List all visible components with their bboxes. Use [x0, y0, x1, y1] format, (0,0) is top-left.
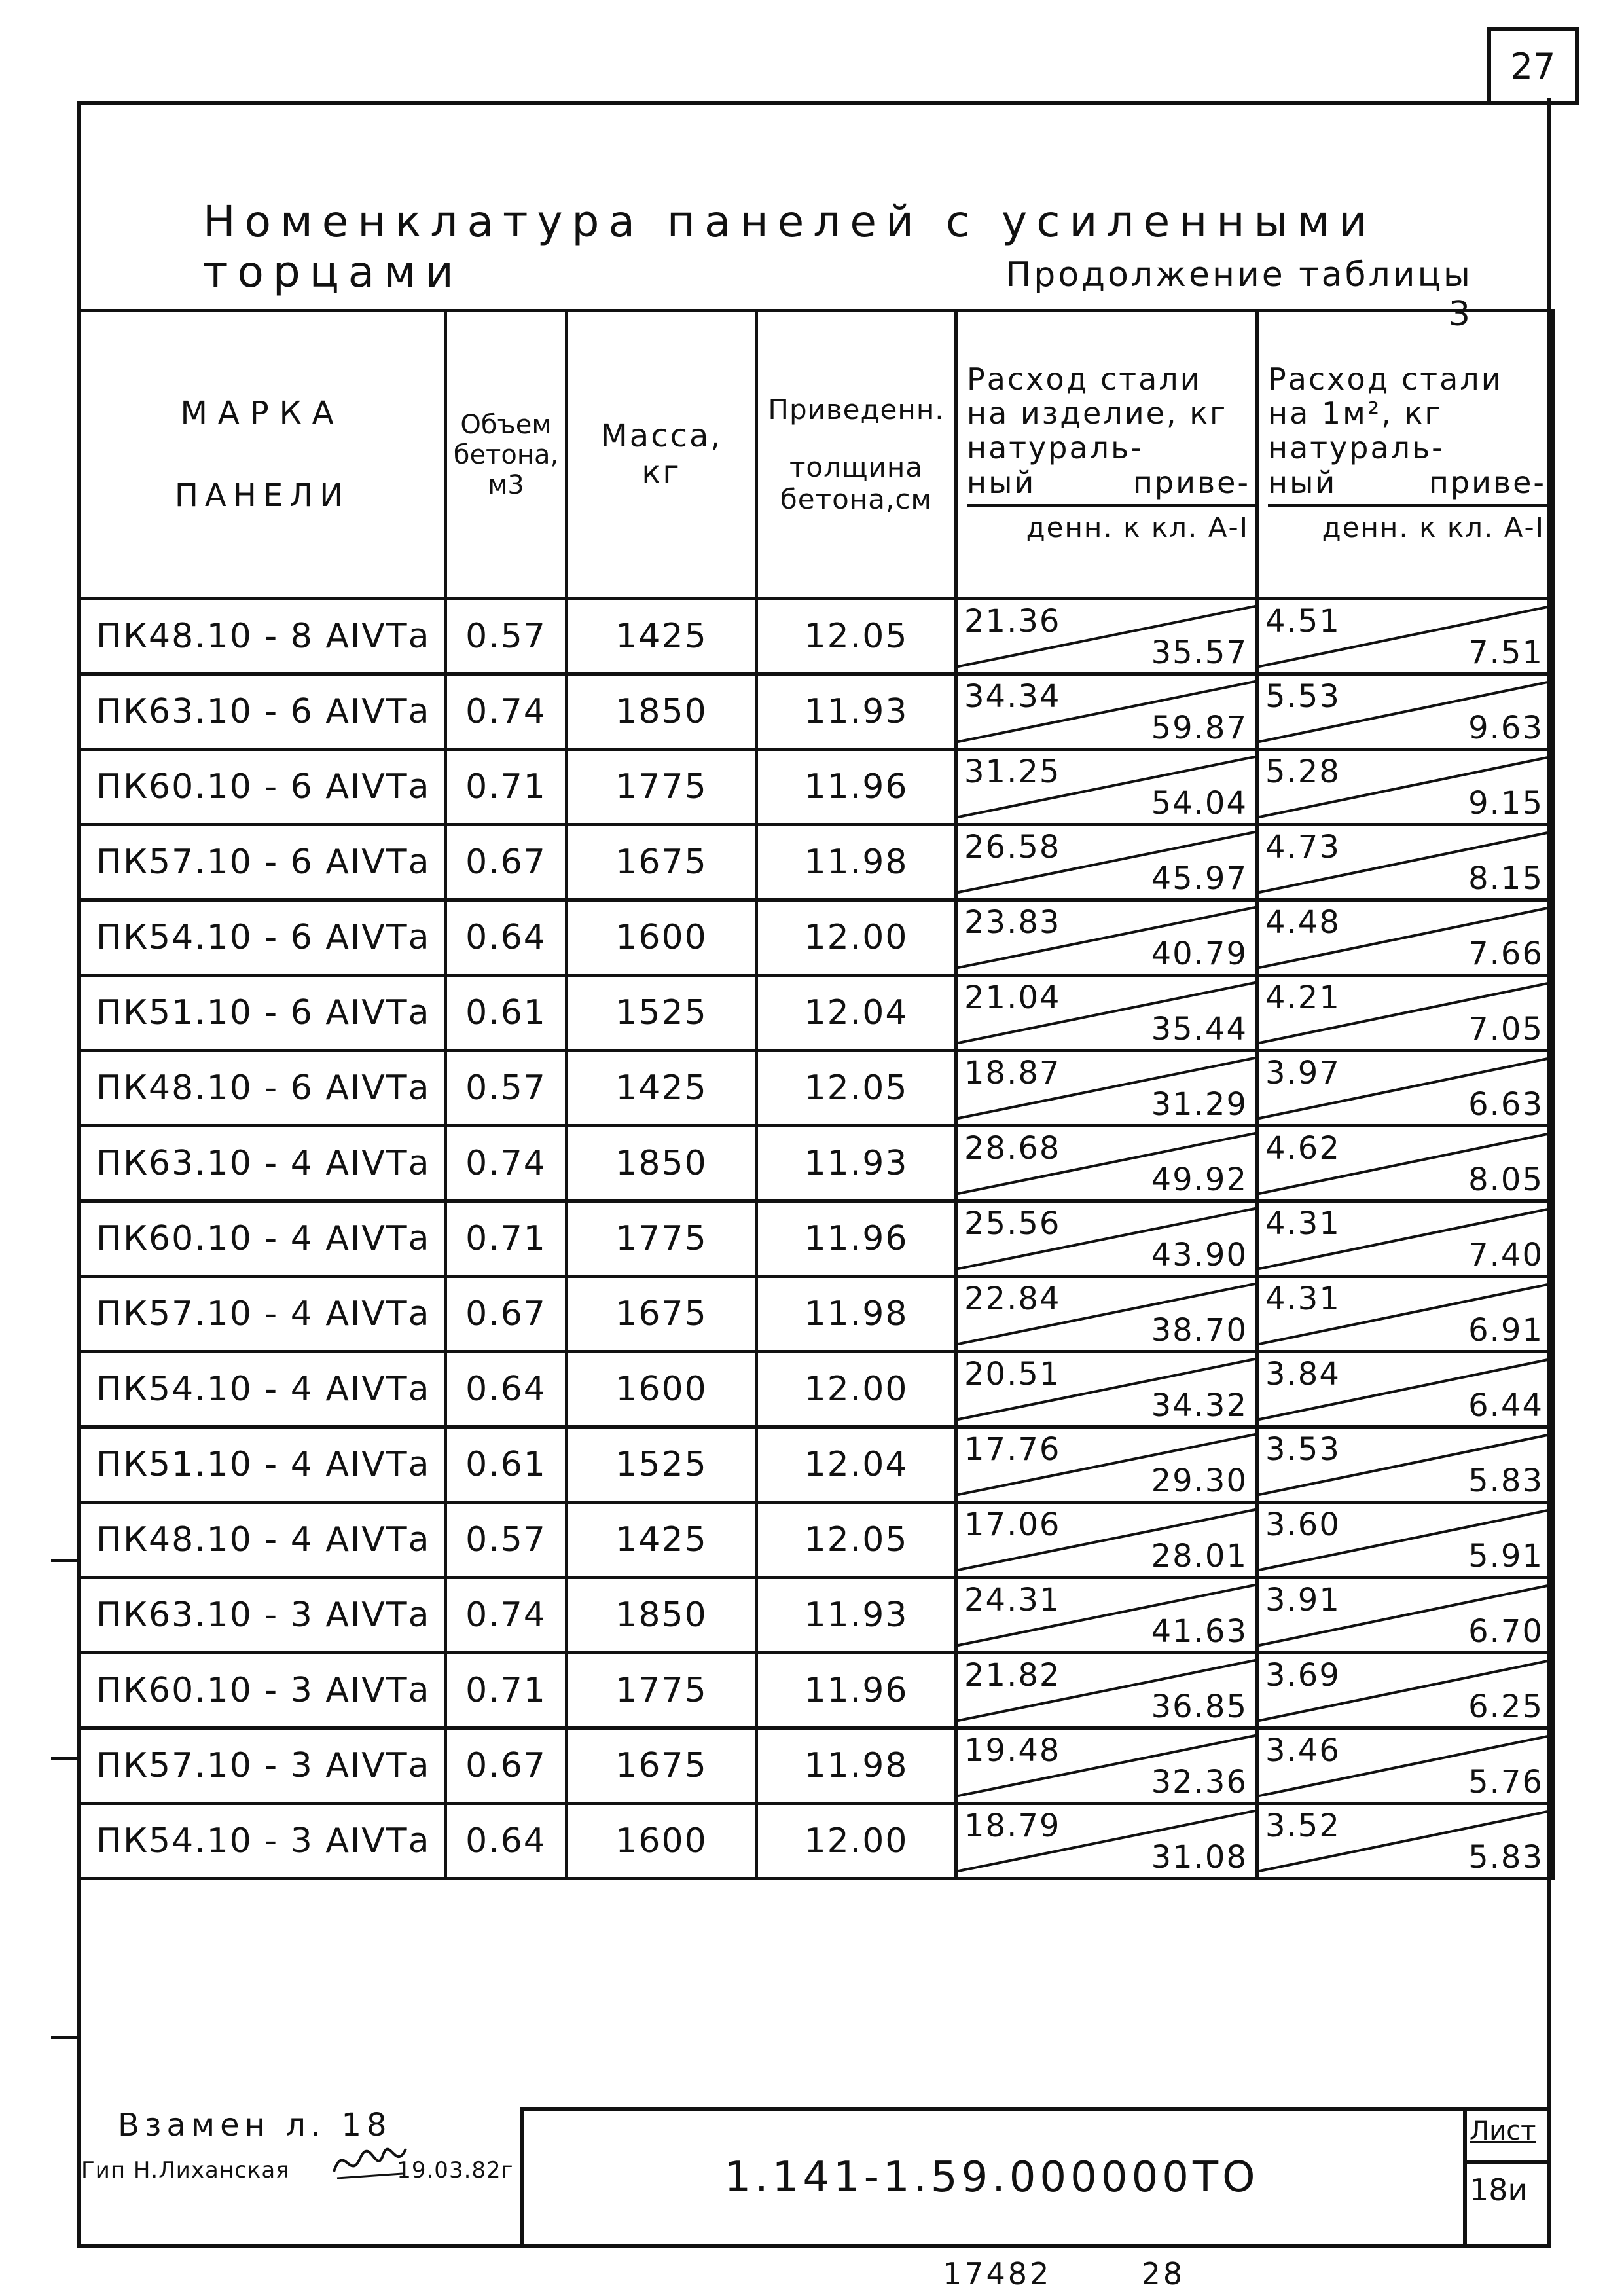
steel-per-item — [956, 825, 1257, 900]
panel-mass: 1775 — [567, 1653, 757, 1728]
panel-mark: ПК54.10 - 3 АIVТа — [79, 1804, 446, 1879]
steel-m2-reduced: 7.66 — [1468, 936, 1543, 972]
steel-item-reduced: 40.79 — [1151, 936, 1248, 972]
steel-m2-reduced: 5.83 — [1468, 1839, 1543, 1876]
panel-mass: 1675 — [567, 1728, 757, 1804]
steel-m2-natural: 4.73 — [1265, 829, 1341, 866]
steel-per-m2 — [1257, 1126, 1553, 1201]
steel-m2-natural: 3.69 — [1265, 1657, 1341, 1694]
table-row — [79, 1804, 1553, 1879]
steel-per-item — [956, 1352, 1257, 1427]
reduced-thickness: 11.98 — [757, 825, 956, 900]
steel-per-m2 — [1257, 1201, 1553, 1277]
signature-icon — [331, 2136, 409, 2188]
steel-m2-natural: 3.46 — [1265, 1732, 1341, 1769]
footer-page-number: 28 — [1141, 2256, 1185, 2291]
header-mass: Масса, кг — [567, 311, 757, 599]
panel-mass: 1775 — [567, 750, 757, 825]
steel-per-item — [956, 674, 1257, 750]
steel-m2-reduced: 6.63 — [1468, 1086, 1543, 1123]
panel-mark: ПК63.10 - 3 АIVТа — [79, 1578, 446, 1653]
steel-m2-reduced: 6.91 — [1468, 1312, 1543, 1349]
steel-per-item — [956, 1804, 1257, 1879]
table-body — [79, 599, 1553, 1879]
steel-item-reduced: 54.04 — [1151, 785, 1248, 822]
panel-mass: 1425 — [567, 1051, 757, 1126]
panel-mark: ПК48.10 - 6 АIVТа — [79, 1051, 446, 1126]
steel-per-item — [956, 1201, 1257, 1277]
reduced-thickness: 12.00 — [757, 900, 956, 975]
steel-per-item — [956, 1126, 1257, 1201]
concrete-volume: 0.67 — [446, 825, 567, 900]
steel-item-natural: 21.36 — [964, 603, 1061, 640]
table-row — [79, 750, 1553, 825]
steel-m2-natural: 3.53 — [1265, 1431, 1341, 1468]
panel-mass: 1600 — [567, 1352, 757, 1427]
panel-mark: ПК60.10 - 3 АIVТа — [79, 1653, 446, 1728]
reduced-thickness: 12.05 — [757, 1051, 956, 1126]
reduced-thickness: 11.93 — [757, 1578, 956, 1653]
panel-mark: ПК63.10 - 4 АIVТа — [79, 1126, 446, 1201]
table-row — [79, 1277, 1553, 1352]
steel-m2-natural: 4.21 — [1265, 979, 1341, 1016]
steel-per-m2 — [1257, 975, 1553, 1051]
reduced-thickness: 12.00 — [757, 1352, 956, 1427]
page-title: Номенклатура панелей с усиленными торцами — [203, 196, 1377, 297]
table-row — [79, 1653, 1553, 1728]
table-row — [79, 1578, 1553, 1653]
concrete-volume: 0.64 — [446, 1352, 567, 1427]
table-row — [79, 674, 1553, 750]
reduced-thickness: 12.00 — [757, 1804, 956, 1879]
concrete-volume: 0.67 — [446, 1277, 567, 1352]
panel-mass: 1850 — [567, 1126, 757, 1201]
steel-item-natural: 24.31 — [964, 1582, 1061, 1618]
document-code: 1.141-1.59.000000ТО — [724, 2153, 1259, 2202]
table-row — [79, 1051, 1553, 1126]
table-row — [79, 599, 1553, 674]
steel-m2-reduced: 7.40 — [1468, 1237, 1543, 1273]
steel-item-natural: 31.25 — [964, 754, 1061, 790]
steel-item-reduced: 34.32 — [1151, 1387, 1248, 1424]
table-row — [79, 1728, 1553, 1804]
panel-mass: 1525 — [567, 975, 757, 1051]
panel-mark: ПК57.10 - 4 АIVТа — [79, 1277, 446, 1352]
steel-item-natural: 19.48 — [964, 1732, 1061, 1769]
steel-m2-natural: 3.84 — [1265, 1356, 1341, 1393]
header-volume: Объем бетона, м3 — [446, 311, 567, 599]
concrete-volume: 0.74 — [446, 1126, 567, 1201]
panel-mark: ПК51.10 - 6 АIVТа — [79, 975, 446, 1051]
reduced-thickness: 11.93 — [757, 674, 956, 750]
panel-mark: ПК60.10 - 4 АIVТа — [79, 1201, 446, 1277]
concrete-volume: 0.71 — [446, 1201, 567, 1277]
steel-item-reduced: 49.92 — [1151, 1161, 1248, 1198]
sheet-box-divider — [1463, 2160, 1551, 2164]
concrete-volume: 0.67 — [446, 1728, 567, 1804]
steel-per-item — [956, 1578, 1257, 1653]
steel-item-natural: 17.06 — [964, 1506, 1061, 1543]
panel-mass: 1850 — [567, 1578, 757, 1653]
steel-per-item — [956, 975, 1257, 1051]
concrete-volume: 0.61 — [446, 975, 567, 1051]
steel-per-m2 — [1257, 1653, 1553, 1728]
panel-mark: ПК63.10 - 6 АIVТа — [79, 674, 446, 750]
steel-per-item — [956, 599, 1257, 674]
steel-item-natural: 20.51 — [964, 1356, 1061, 1393]
steel-per-m2 — [1257, 1352, 1553, 1427]
panel-mass: 1525 — [567, 1427, 757, 1503]
table-row — [79, 1427, 1553, 1503]
steel-m2-reduced: 8.05 — [1468, 1161, 1543, 1198]
author-date: 19.03.82г — [397, 2157, 514, 2183]
steel-item-reduced: 31.29 — [1151, 1086, 1248, 1123]
steel-item-natural: 21.82 — [964, 1657, 1061, 1694]
panel-mass: 1850 — [567, 674, 757, 750]
concrete-volume: 0.71 — [446, 1653, 567, 1728]
steel-item-natural: 25.56 — [964, 1205, 1061, 1242]
sheet-label: Лист — [1470, 2116, 1536, 2146]
steel-per-m2 — [1257, 1277, 1553, 1352]
steel-per-item — [956, 1277, 1257, 1352]
margin-tick — [51, 1559, 79, 1562]
steel-item-reduced: 28.01 — [1151, 1538, 1248, 1575]
steel-m2-natural: 3.97 — [1265, 1055, 1341, 1091]
panel-mark: ПК51.10 - 4 АIVТа — [79, 1427, 446, 1503]
panel-mark: ПК54.10 - 4 АIVТа — [79, 1352, 446, 1427]
steel-m2-natural: 4.51 — [1265, 603, 1341, 640]
steel-item-natural: 22.84 — [964, 1281, 1061, 1317]
panel-mass: 1425 — [567, 1503, 757, 1578]
steel-per-m2 — [1257, 1051, 1553, 1126]
reduced-thickness: 11.98 — [757, 1277, 956, 1352]
panel-mass: 1425 — [567, 599, 757, 674]
reduced-thickness: 12.04 — [757, 1427, 956, 1503]
table-row — [79, 1126, 1553, 1201]
steel-per-m2 — [1257, 1804, 1553, 1879]
header-thickness: Приведенн. толщина бетона,см — [757, 311, 956, 599]
steel-per-item — [956, 1427, 1257, 1503]
reduced-thickness: 12.05 — [757, 599, 956, 674]
reduced-thickness: 11.96 — [757, 750, 956, 825]
steel-item-natural: 21.04 — [964, 979, 1061, 1016]
steel-m2-reduced: 5.91 — [1468, 1538, 1543, 1575]
panel-mass: 1675 — [567, 825, 757, 900]
steel-item-reduced: 38.70 — [1151, 1312, 1248, 1349]
concrete-volume: 0.74 — [446, 1578, 567, 1653]
steel-m2-natural: 5.53 — [1265, 678, 1341, 715]
reduced-thickness: 11.98 — [757, 1728, 956, 1804]
concrete-volume: 0.57 — [446, 1503, 567, 1578]
table-row — [79, 825, 1553, 900]
steel-m2-natural: 5.28 — [1265, 754, 1341, 790]
reduced-thickness: 11.96 — [757, 1201, 956, 1277]
steel-item-reduced: 59.87 — [1151, 710, 1248, 746]
header-steel-item: Расход стали на изделие, кг натураль- ный приве- денн. к кл. А-I — [956, 311, 1257, 599]
panel-mass: 1600 — [567, 1804, 757, 1879]
steel-per-m2 — [1257, 900, 1553, 975]
steel-m2-natural: 3.60 — [1265, 1506, 1341, 1543]
header-mark: МАРКА ПАНЕЛИ — [79, 311, 446, 599]
table-row — [79, 1503, 1553, 1578]
steel-m2-natural: 4.31 — [1265, 1281, 1341, 1317]
steel-m2-natural: 4.31 — [1265, 1205, 1341, 1242]
steel-per-m2 — [1257, 1578, 1553, 1653]
steel-item-reduced: 31.08 — [1151, 1839, 1248, 1876]
steel-m2-reduced: 7.05 — [1468, 1011, 1543, 1048]
margin-tick — [51, 2036, 79, 2039]
steel-per-m2 — [1257, 674, 1553, 750]
concrete-volume: 0.64 — [446, 900, 567, 975]
steel-per-item — [956, 900, 1257, 975]
steel-item-reduced: 36.85 — [1151, 1688, 1248, 1725]
panel-mark: ПК48.10 - 8 АIVТа — [79, 599, 446, 674]
concrete-volume: 0.71 — [446, 750, 567, 825]
panel-mass: 1675 — [567, 1277, 757, 1352]
nomenclature-table — [77, 309, 1555, 1880]
steel-item-reduced: 45.97 — [1151, 860, 1248, 897]
frame-tick — [1547, 98, 1551, 137]
steel-item-natural: 18.87 — [964, 1055, 1061, 1091]
reduced-thickness: 11.93 — [757, 1126, 956, 1201]
steel-per-m2 — [1257, 825, 1553, 900]
steel-item-natural: 17.76 — [964, 1431, 1061, 1468]
steel-per-m2 — [1257, 1728, 1553, 1804]
steel-per-item — [956, 750, 1257, 825]
steel-item-reduced: 32.36 — [1151, 1764, 1248, 1800]
steel-item-reduced: 41.63 — [1151, 1613, 1248, 1650]
panel-mass: 1600 — [567, 900, 757, 975]
steel-m2-natural: 3.91 — [1265, 1582, 1341, 1618]
steel-item-natural: 28.68 — [964, 1130, 1061, 1167]
steel-item-reduced: 43.90 — [1151, 1237, 1248, 1273]
steel-item-natural: 18.79 — [964, 1808, 1061, 1844]
steel-per-item — [956, 1728, 1257, 1804]
steel-item-reduced: 35.57 — [1151, 634, 1248, 671]
steel-item-natural: 34.34 — [964, 678, 1061, 715]
steel-per-m2 — [1257, 599, 1553, 674]
panel-mark: ПК60.10 - 6 АIVТа — [79, 750, 446, 825]
panel-mark: ПК48.10 - 4 АIVТа — [79, 1503, 446, 1578]
margin-tick — [51, 1757, 79, 1760]
table-row — [79, 975, 1553, 1051]
steel-m2-reduced: 8.15 — [1468, 860, 1543, 897]
inventory-number: 17482 — [943, 2256, 1052, 2291]
steel-per-m2 — [1257, 1503, 1553, 1578]
sheet-value: 18и — [1470, 2172, 1528, 2208]
concrete-volume: 0.57 — [446, 599, 567, 674]
panel-mark: ПК57.10 - 3 АIVТа — [79, 1728, 446, 1804]
steel-item-reduced: 35.44 — [1151, 1011, 1248, 1048]
reduced-thickness: 11.96 — [757, 1653, 956, 1728]
table-row — [79, 900, 1553, 975]
panel-mark: ПК54.10 - 6 АIVТа — [79, 900, 446, 975]
steel-per-m2 — [1257, 1427, 1553, 1503]
concrete-volume: 0.57 — [446, 1051, 567, 1126]
replaces-note: Взамен л. 18 — [118, 2107, 392, 2143]
steel-m2-reduced: 6.44 — [1468, 1387, 1543, 1424]
reduced-thickness: 12.05 — [757, 1503, 956, 1578]
footer-codes — [943, 2256, 1185, 2291]
author-name: Гип Н.Лиханская — [81, 2157, 290, 2183]
steel-per-item — [956, 1503, 1257, 1578]
panel-mass: 1775 — [567, 1201, 757, 1277]
steel-m2-reduced: 5.76 — [1468, 1764, 1543, 1800]
table-row — [79, 1352, 1553, 1427]
steel-item-natural: 23.83 — [964, 904, 1061, 941]
steel-m2-natural: 4.48 — [1265, 904, 1341, 941]
concrete-volume: 0.64 — [446, 1804, 567, 1879]
steel-m2-natural: 4.62 — [1265, 1130, 1341, 1167]
steel-m2-reduced: 7.51 — [1468, 634, 1543, 671]
table-row — [79, 1201, 1553, 1277]
steel-m2-reduced: 6.70 — [1468, 1613, 1543, 1650]
table-subtitle: Продолжение таблицы 3 — [1005, 255, 1473, 334]
steel-m2-natural: 3.52 — [1265, 1808, 1341, 1844]
sheet-number: 27 — [1487, 27, 1579, 105]
author-note — [81, 2157, 514, 2183]
header-steel-m2: Расход стали на 1м², кг натураль- ный приве- денн. к кл. А-I — [1257, 311, 1553, 599]
steel-m2-reduced: 6.25 — [1468, 1688, 1543, 1725]
reduced-thickness: 12.04 — [757, 975, 956, 1051]
concrete-volume: 0.61 — [446, 1427, 567, 1503]
steel-per-m2 — [1257, 750, 1553, 825]
steel-per-item — [956, 1051, 1257, 1126]
steel-m2-reduced: 5.83 — [1468, 1463, 1543, 1499]
panel-mark: ПК57.10 - 6 АIVТа — [79, 825, 446, 900]
steel-item-reduced: 29.30 — [1151, 1463, 1248, 1499]
steel-item-natural: 26.58 — [964, 829, 1061, 866]
steel-per-item — [956, 1653, 1257, 1728]
steel-m2-reduced: 9.63 — [1468, 710, 1543, 746]
concrete-volume: 0.74 — [446, 674, 567, 750]
steel-m2-reduced: 9.15 — [1468, 785, 1543, 822]
